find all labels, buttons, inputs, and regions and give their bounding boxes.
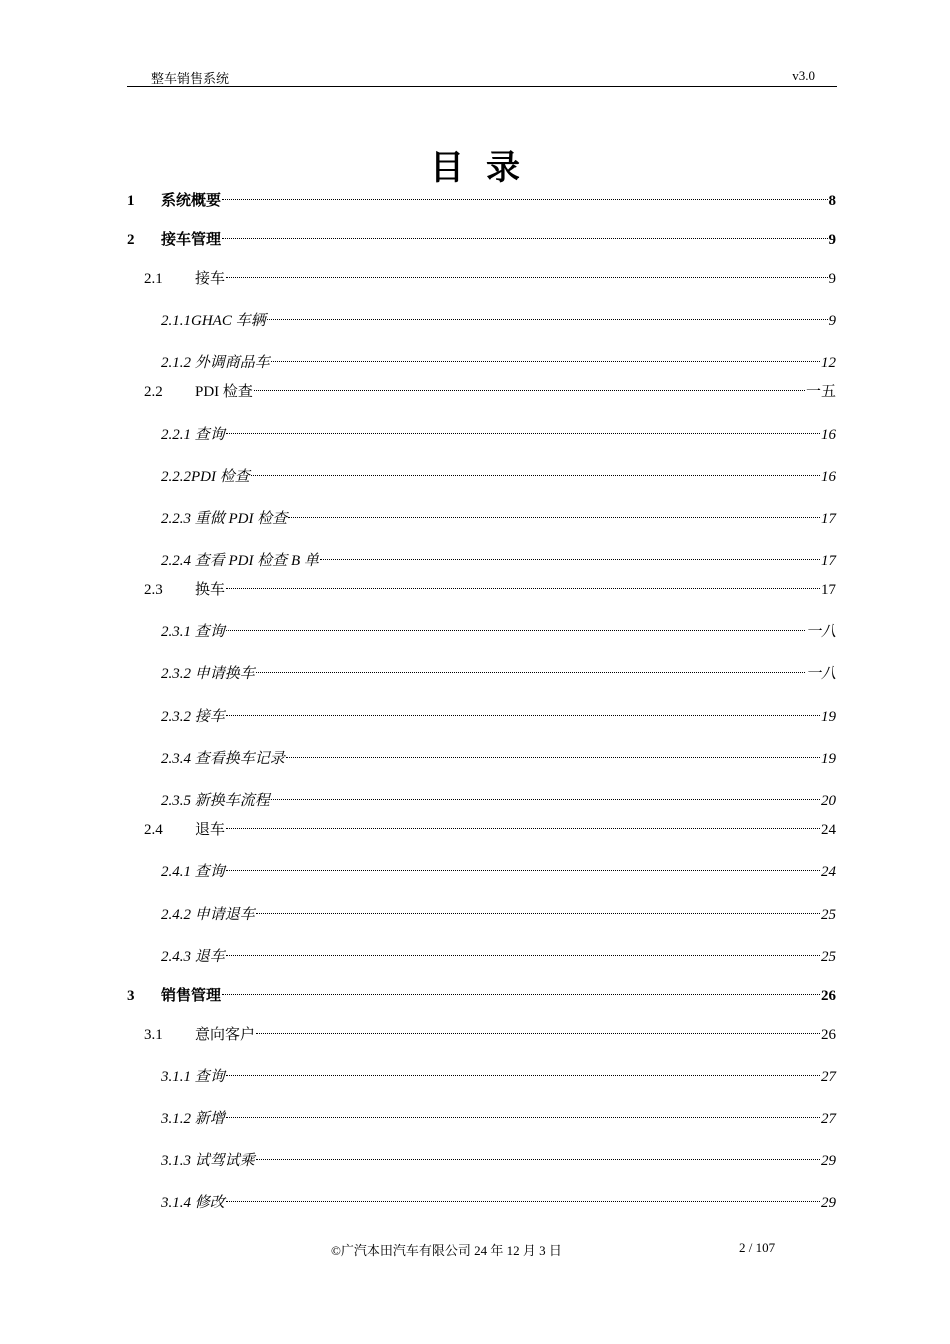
toc-dot-leader [286,757,820,758]
toc-entry-title: 2.2.2PDI 检查 [161,469,250,485]
toc-entry-title: 系统概要 [161,193,222,209]
toc-entry-page: 19 [821,709,836,725]
toc-entry-title: 换车 [195,582,226,598]
toc-entry[interactable] [161,662,836,682]
toc-entry-title: 2.3.2 接车 [161,709,225,725]
toc-entry[interactable] [161,1149,836,1169]
toc-entry[interactable] [161,620,836,640]
toc-entry-title: 3.1.3 试驾试乘 [161,1153,255,1169]
toc-dot-leader [254,390,805,391]
toc-dot-leader [251,475,820,476]
toc-dot-leader [226,715,820,716]
toc-dot-leader [226,588,820,589]
toc-entry[interactable] [161,903,836,923]
toc-entry[interactable] [127,228,836,248]
toc-entry-number: 2 [127,232,135,248]
toc-entry-page: 25 [821,907,836,923]
toc-entry[interactable] [161,1191,836,1211]
toc-entry-title: 接车管理 [161,232,222,248]
toc-entry-title: 3.1.4 修改 [161,1195,225,1211]
toc-dot-leader [271,799,820,800]
toc-dot-leader [226,955,820,956]
toc-entry-title: 销售管理 [161,988,222,1004]
toc-entry-number: 2.1 [144,271,163,287]
toc-dot-leader [256,672,805,673]
toc-dot-leader [222,994,820,995]
toc-entry-number: 3.1 [144,1027,163,1043]
toc-dot-leader [226,1075,820,1076]
toc-entry-number: 2.2 [144,384,163,400]
toc-entry[interactable] [161,549,836,569]
toc-dot-leader [256,1159,820,1160]
toc-dot-leader [320,559,820,560]
toc-entry-page: 一八 [805,624,836,640]
toc-entry-page: 24 [821,822,836,838]
toc-entry-page: 27 [821,1069,836,1085]
toc-dot-leader [267,319,828,320]
toc-entry-title: 2.3.4 查看换车记录 [161,751,285,767]
toc-entry-title: 2.3.1 查询 [161,624,225,640]
toc-entry-number: 2.3 [144,582,163,598]
header-system-name: 整车销售系统 [151,71,230,86]
toc-entry-page: 25 [821,949,836,965]
toc-entry-title: 3.1.2 新增 [161,1111,225,1127]
toc-entry-page: 26 [821,988,836,1004]
toc-entry-title: 2.4.3 退车 [161,949,225,965]
toc-entry[interactable] [161,423,836,443]
toc-entry-title: 2.4.1 查询 [161,864,225,880]
toc-entry-title: 2.2.1 查询 [161,427,225,443]
toc-entry-page: 8 [828,193,836,209]
toc-entry-page: 9 [828,313,836,329]
toc-dot-leader [226,1117,820,1118]
toc-entry-title: 3.1.1 查询 [161,1069,225,1085]
toc-entry-number: 3 [127,988,135,1004]
toc-dot-leader [226,433,820,434]
toc-entry[interactable] [161,1065,836,1085]
toc-entry-title: 2.1.1GHAC 车辆 [161,313,266,329]
toc-entry-page: 12 [821,355,836,371]
toc-entry[interactable] [161,705,836,725]
toc-entry[interactable] [161,309,836,329]
toc-entry-title: 退车 [195,822,226,838]
toc-dot-leader [226,277,827,278]
toc-entry[interactable] [144,267,836,287]
toc-entry[interactable] [144,380,836,400]
toc-entry[interactable] [144,818,836,838]
toc-entry-title: 2.1.2 外调商品车 [161,355,270,371]
toc-entry[interactable] [161,1107,836,1127]
toc-dot-leader [226,828,820,829]
toc-entry-page: 26 [821,1027,836,1043]
toc-entry-page: 17 [821,582,836,598]
toc-entry-page: 16 [821,469,836,485]
toc-entry-title: 2.3.5 新换车流程 [161,793,270,809]
toc-entry-page: 17 [821,511,836,527]
toc-dot-leader [226,870,820,871]
toc-dot-leader [226,630,805,631]
toc-entry-page: 16 [821,427,836,443]
toc-entry-page: 一五 [805,384,836,400]
toc-entry-title: 2.2.4 查看 PDI 检查 B 单 [161,553,319,569]
toc-entry[interactable] [161,351,836,371]
page-header [127,66,837,87]
toc-entry-title: 2.4.2 申请退车 [161,907,255,923]
toc-entry-page: 24 [821,864,836,880]
toc-dot-leader [222,238,827,239]
toc-entry-title: 意向客户 [195,1027,256,1043]
toc-dot-leader [226,1201,820,1202]
toc-entry-number: 1 [127,193,135,209]
toc-dot-leader [256,913,820,914]
toc-entry[interactable] [127,189,836,209]
toc-entry[interactable] [161,747,836,767]
toc-entry[interactable] [127,984,836,1004]
toc-entry-page: 29 [821,1153,836,1169]
toc-dot-leader [222,199,827,200]
toc-entry-page: 20 [821,793,836,809]
toc-entry-number: 2.4 [144,822,163,838]
toc-entry-page: 17 [821,553,836,569]
toc-dot-leader [288,517,820,518]
toc-entry-page: 9 [828,271,836,287]
toc-entry-page: 9 [828,232,836,248]
toc-entry[interactable] [161,945,836,965]
toc-entry[interactable] [161,789,836,809]
toc-entry-title: PDI 检查 [195,384,253,400]
toc-entry-page: 29 [821,1195,836,1211]
toc-entry[interactable] [161,465,836,485]
header-version: v3.0 [792,68,815,83]
toc-entry-title: 2.3.2 申请换车 [161,666,255,682]
toc-entry-page: 一八 [805,666,836,682]
footer-copyright: ©广汽本田汽车有限公司 24 年 12 月 3 日 [331,1243,562,1258]
toc-entry-page: 19 [821,751,836,767]
toc-dot-leader [256,1033,820,1034]
toc-title: 目录 [430,150,542,187]
toc-entry-title: 接车 [195,271,226,287]
toc-entry[interactable] [144,578,836,598]
toc-entry-title: 2.2.3 重做 PDI 检查 [161,511,288,527]
toc-entry-page: 27 [821,1111,836,1127]
toc-entry[interactable] [161,507,836,527]
toc-entry[interactable] [144,1023,836,1043]
toc-entry[interactable] [161,860,836,880]
footer-page-indicator: 2 / 107 [739,1240,776,1255]
toc-dot-leader [271,361,820,362]
